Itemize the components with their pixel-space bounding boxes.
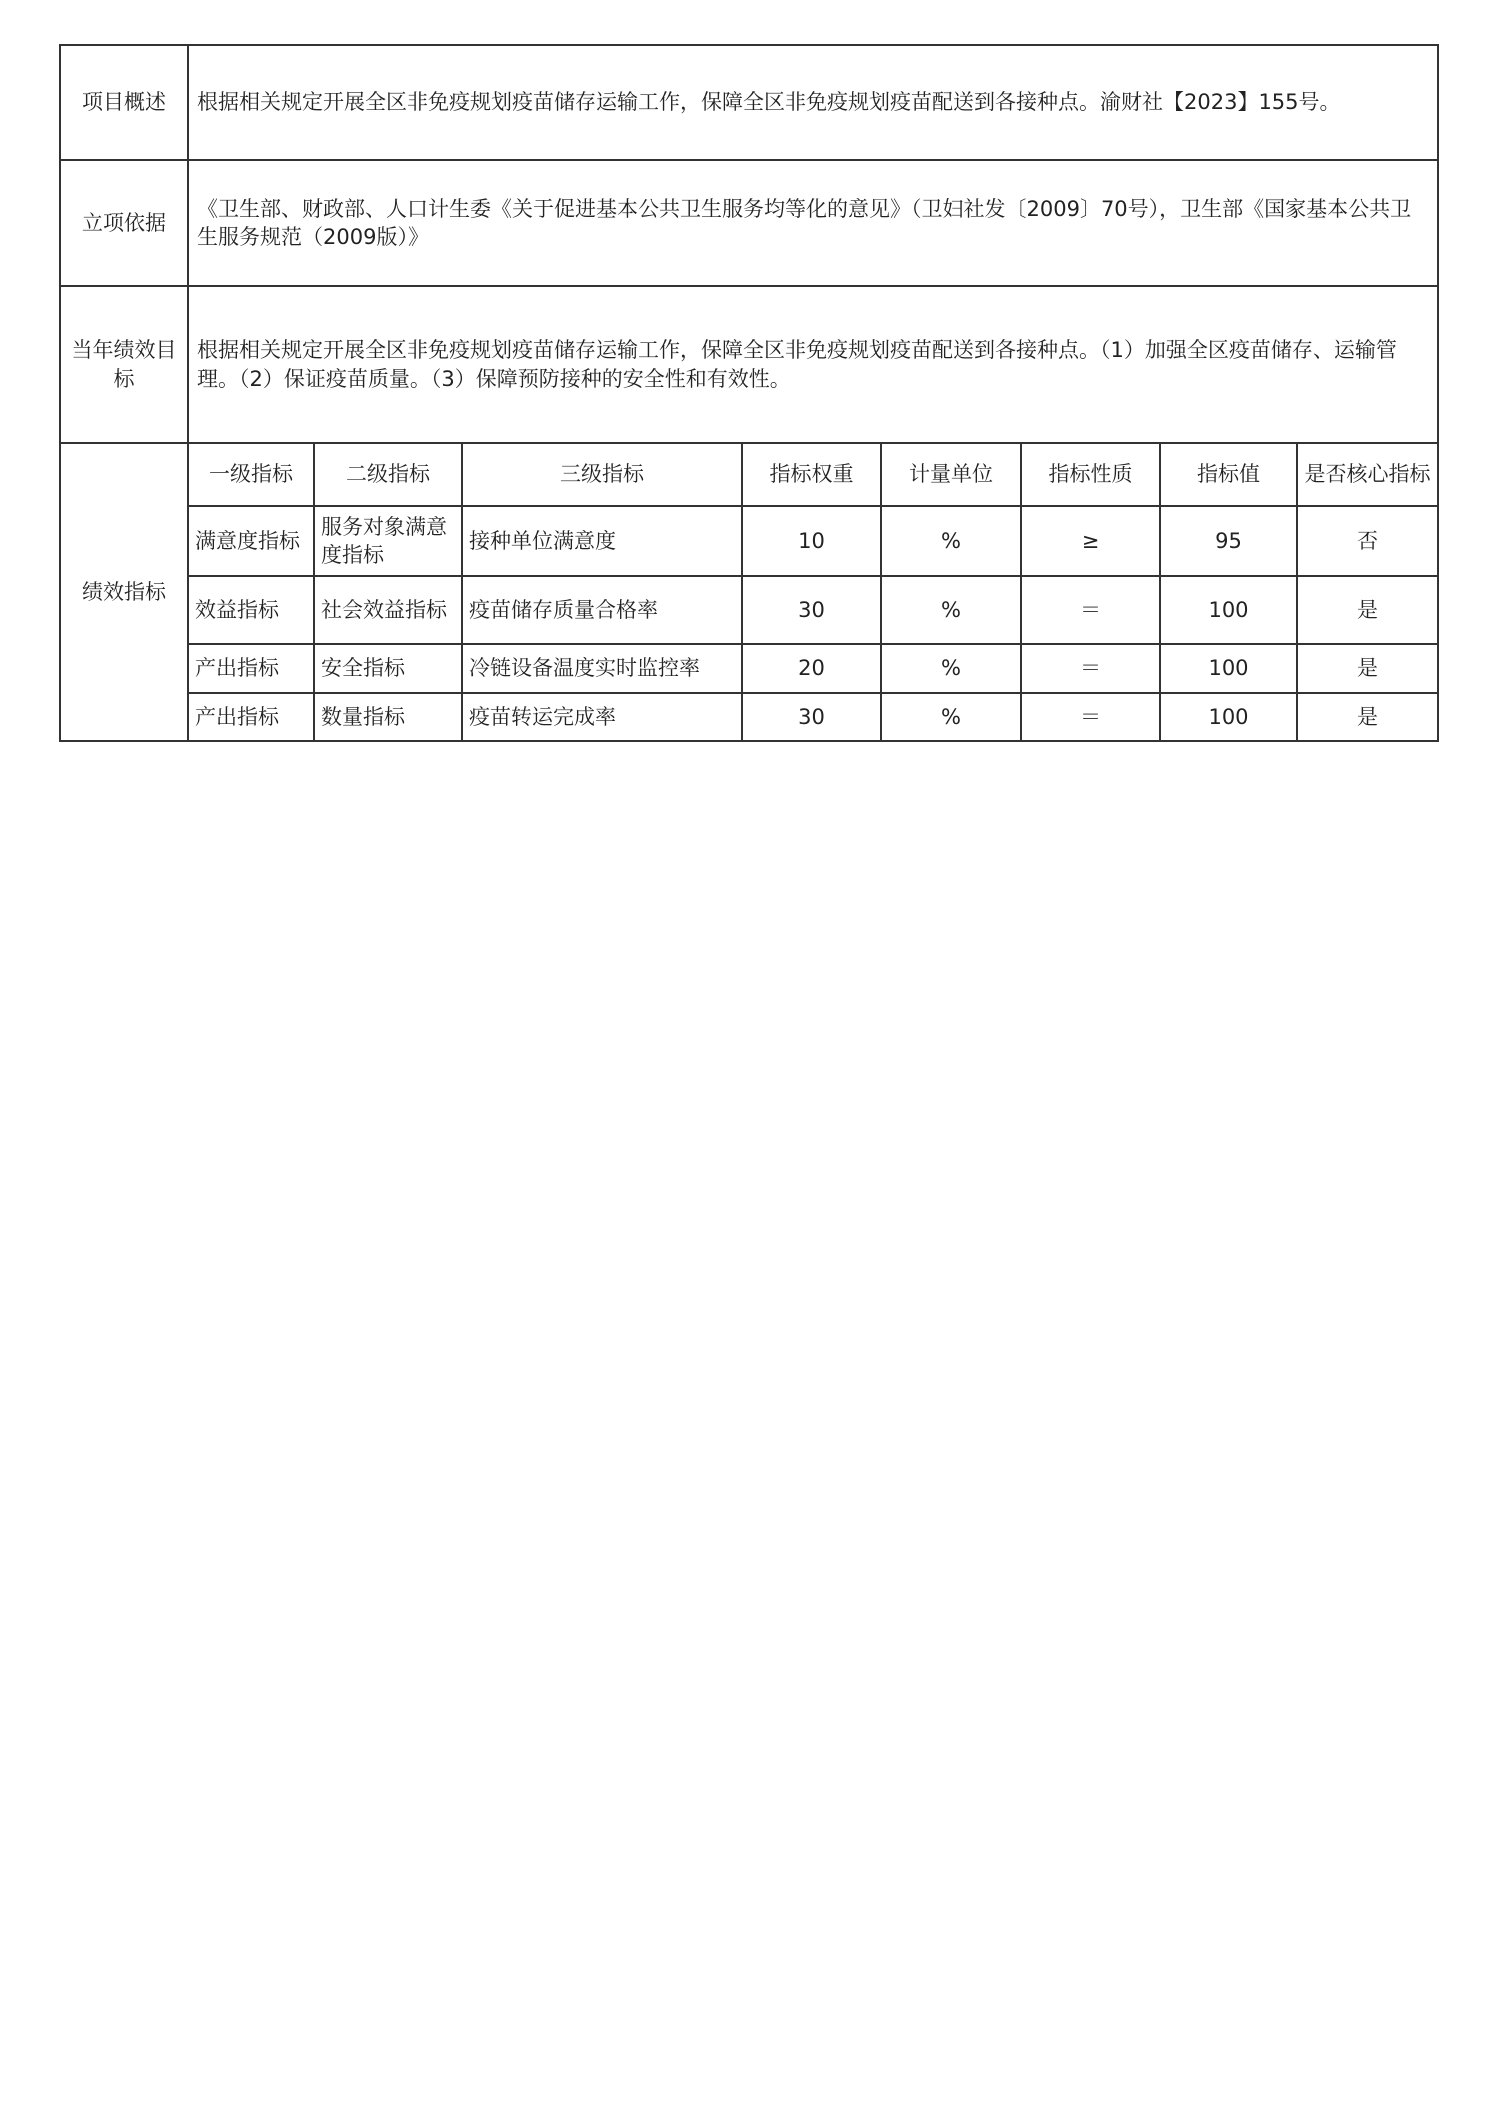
cell-level2: 服务对象满意度指标 [314,506,462,576]
header-level2: 二级指标 [314,443,462,506]
header-nature: 指标性质 [1021,443,1160,506]
basis-text: 《卫生部、财政部、人口计生委《关于促进基本公共卫生服务均等化的意见》（卫妇社发〔2009〕70号），卫生部《国家基本公共卫生服务规范（2009版）》 [188,160,1438,286]
cell-level2: 数量指标 [314,693,462,741]
indicator-header-row [60,443,1438,506]
goal-label: 当年绩效目标 [60,286,188,443]
goal-text: 根据相关规定开展全区非免疫规划疫苗储存运输工作，保障全区非免疫规划疫苗配送到各接种点。（1）加强全区疫苗储存、运输管理。（2）保证疫苗质量。（3）保障预防接种的安全性和有效性。 [188,286,1438,443]
cell-core: 是 [1297,693,1438,741]
header-weight: 指标权重 [742,443,881,506]
cell-unit: % [881,506,1021,576]
cell-value: 100 [1160,644,1297,693]
header-unit: 计量单位 [881,443,1021,506]
indicators-label: 绩效指标 [60,443,188,741]
cell-weight: 30 [742,693,881,741]
header-level1: 一级指标 [188,443,314,506]
header-level3: 三级指标 [462,443,742,506]
cell-value: 95 [1160,506,1297,576]
cell-nature: ＝ [1021,576,1160,644]
header-value: 指标值 [1160,443,1297,506]
cell-level2: 社会效益指标 [314,576,462,644]
header-core: 是否核心指标 [1297,443,1438,506]
cell-value: 100 [1160,576,1297,644]
table-row [60,576,1438,644]
cell-level1: 产出指标 [188,644,314,693]
overview-text: 根据相关规定开展全区非免疫规划疫苗储存运输工作，保障全区非免疫规划疫苗配送到各接种点。渝财社【2023】155号。 [188,45,1438,160]
table-row [60,644,1438,693]
cell-level3: 疫苗储存质量合格率 [462,576,742,644]
cell-weight: 20 [742,644,881,693]
overview-row [60,45,1438,160]
goal-row [60,286,1438,443]
cell-nature: ＝ [1021,693,1160,741]
cell-nature: ＝ [1021,644,1160,693]
cell-core: 否 [1297,506,1438,576]
table-row [60,693,1438,741]
cell-level2: 安全指标 [314,644,462,693]
cell-unit: % [881,576,1021,644]
cell-weight: 30 [742,576,881,644]
overview-label: 项目概述 [60,45,188,160]
cell-core: 是 [1297,576,1438,644]
cell-weight: 10 [742,506,881,576]
cell-level1: 效益指标 [188,576,314,644]
basis-label: 立项依据 [60,160,188,286]
table-row [60,506,1438,576]
cell-nature: ≥ [1021,506,1160,576]
cell-level3: 疫苗转运完成率 [462,693,742,741]
cell-value: 100 [1160,693,1297,741]
basis-row [60,160,1438,286]
cell-level1: 产出指标 [188,693,314,741]
cell-unit: % [881,644,1021,693]
cell-level3: 接种单位满意度 [462,506,742,576]
cell-core: 是 [1297,644,1438,693]
cell-level3: 冷链设备温度实时监控率 [462,644,742,693]
performance-table [59,44,1439,742]
cell-unit: % [881,693,1021,741]
cell-level1: 满意度指标 [188,506,314,576]
